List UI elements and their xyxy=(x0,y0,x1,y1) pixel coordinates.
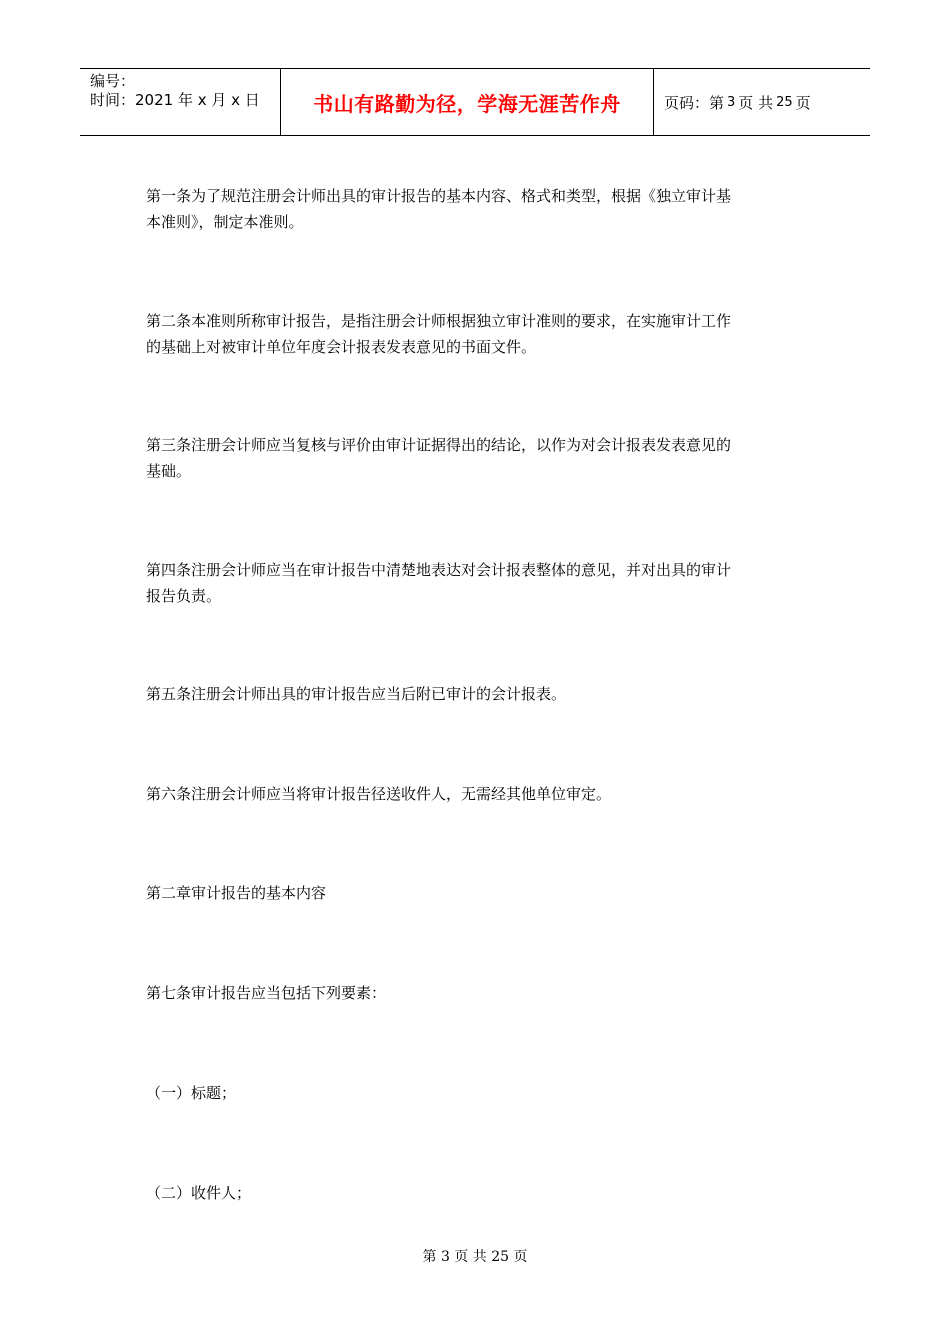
paragraph-line: 第一条为了规范注册会计师出具的审计报告的基本内容、格式和类型，根据《独立审计基 xyxy=(146,187,732,205)
header-meta-cell xyxy=(80,69,281,135)
list-item-2 xyxy=(146,1180,816,1206)
article-3-paragraph xyxy=(146,432,816,484)
list-item-text: （一）标题； xyxy=(146,1084,237,1102)
paragraph-line: 第二条本准则所称审计报告，是指注册会计师根据独立审计准则的要求，在实施审计工作 xyxy=(146,312,732,330)
page-label-suffix: 页 xyxy=(795,93,811,112)
serial-number-label: 编号： xyxy=(90,72,136,90)
article-4-paragraph xyxy=(146,557,816,609)
article-6-paragraph xyxy=(146,781,816,807)
paragraph-line: 第三条注册会计师应当复核与评价由审计证据得出的结论，以作为对会计报表发表意见的 xyxy=(146,436,732,454)
date-label: 时间：2021 年 x 月 x 日 xyxy=(90,91,260,109)
document-header xyxy=(80,68,870,136)
paragraph-line: 第六条注册会计师应当将审计报告径送收件人，无需经其他单位审定。 xyxy=(146,785,612,803)
footer-page-number: 第 3 页 共 25 页 xyxy=(422,1249,528,1265)
paragraph-line: 第七条审计报告应当包括下列要素： xyxy=(146,984,387,1002)
article-5-paragraph xyxy=(146,681,816,707)
header-page-cell xyxy=(654,69,870,135)
page-total: 25 xyxy=(776,94,793,110)
chapter-title: 第二章审计报告的基本内容 xyxy=(146,884,327,902)
paragraph-line: 的基础上对被审计单位年度会计报表发表意见的书面文件。 xyxy=(146,338,537,356)
chapter-2-heading xyxy=(146,880,816,906)
paragraph-line: 第五条注册会计师出具的审计报告应当后附已审计的会计报表。 xyxy=(146,685,567,703)
header-motto-cell xyxy=(281,69,654,135)
article-2-paragraph xyxy=(146,308,816,360)
page-label-prefix: 页码：第 xyxy=(664,93,725,112)
page-footer xyxy=(0,1246,950,1266)
paragraph-line: 报告负责。 xyxy=(146,587,222,605)
motto-text: 书山有路勤为径，学海无涯苦作舟 xyxy=(313,91,621,116)
list-item-text: （二）收件人； xyxy=(146,1184,252,1202)
paragraph-line: 本准则》，制定本准则。 xyxy=(146,213,304,231)
page-label-mid: 页 共 xyxy=(738,93,774,112)
page-current: 3 xyxy=(727,94,736,110)
article-1-paragraph xyxy=(146,183,816,235)
article-7-paragraph xyxy=(146,980,816,1006)
paragraph-line: 基础。 xyxy=(146,462,192,480)
list-item-1 xyxy=(146,1080,816,1106)
paragraph-line: 第四条注册会计师应当在审计报告中清楚地表达对会计报表整体的意见，并对出具的审计 xyxy=(146,561,732,579)
